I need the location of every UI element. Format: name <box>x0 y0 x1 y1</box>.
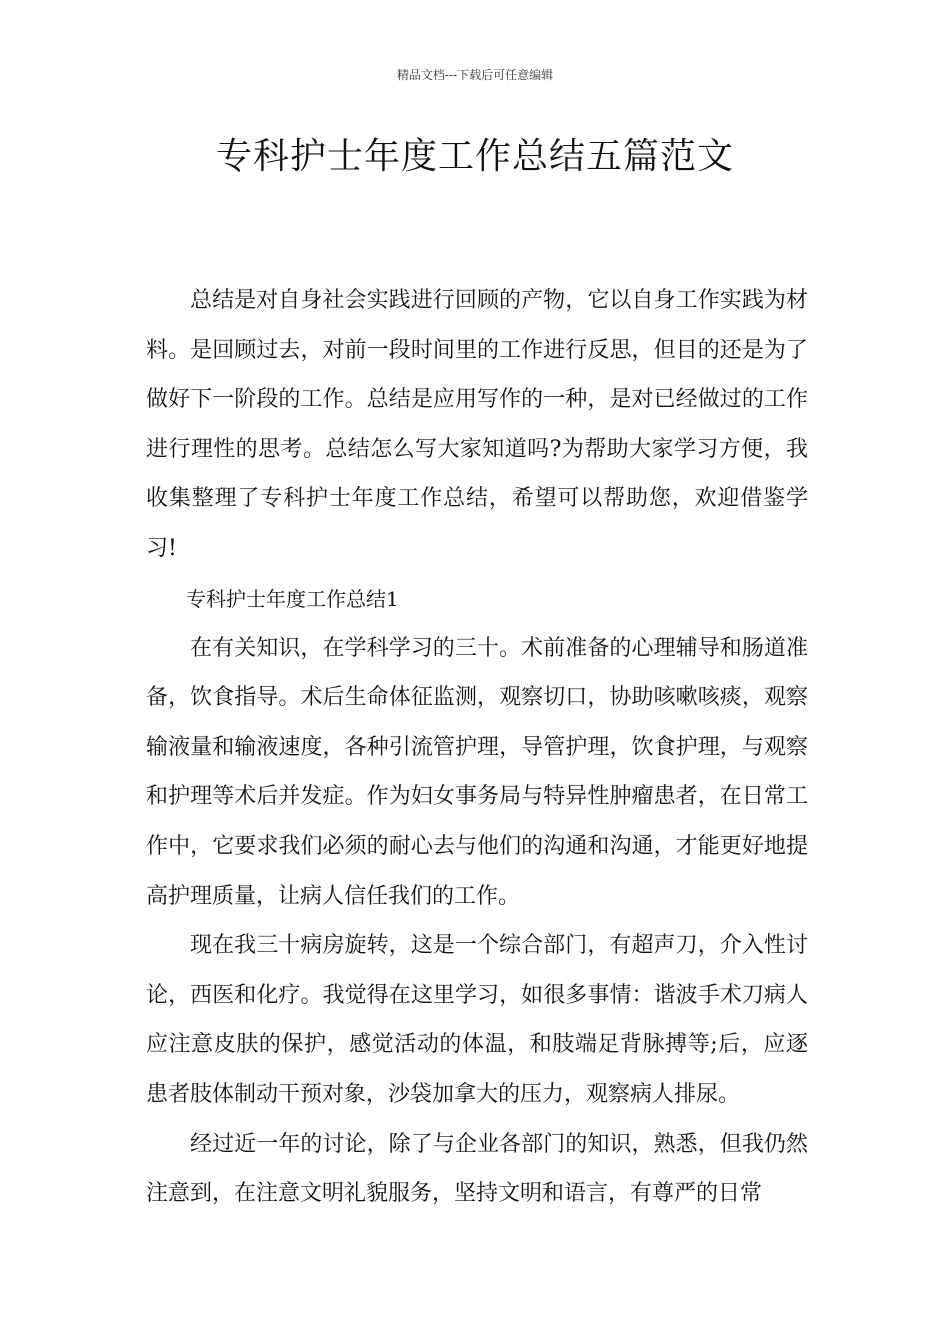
paragraph: 现在我三十病房旋转，这是一个综合部门，有超声刀，介入性讨论，西医和化疗。我觉得在这里学习，如很多事情：谐波手术刀病人应注意皮肤的保护，感觉活动的体温，和肢端足背脉搏等;后，应逐患者肢体制动干预对象，沙袋加拿大的压力，观察病人排尿。 <box>146 933 808 1107</box>
paragraph-intro: 总结是对自身社会实践进行回顾的产物，它以自身工作实践为材料。是回顾过去，对前一段时间里的工作进行反思，但目的还是为了做好下一阶段的工作。总结是应用写作的一种，是对已经做过的工作进行理性的思考。总结怎么写大家知道吗?为帮助大家学习方便，我收集整理了专科护士年度工作总结，希望可以帮助您，欢迎借鉴学习! <box>146 288 808 561</box>
paragraph: 在有关知识，在学科学习的三十。术前准备的心理辅导和肠道准备，饮食指导。术后生命体征监测，观察切口，协助咳嗽咳痰，观察输液量和输液速度，各种引流管护理，导管护理，饮食护理，与观察和护理等术后并发症。作为妇女事务局与特异性肿瘤患者，在日常工作中，它要求我们必须的耐心去与他们的沟通和沟通，才能更好地提高护理质量，让病人信任我们的工作。 <box>146 635 808 909</box>
document-body <box>146 276 808 1219</box>
header-note: 精品文档---下载后可任意编辑 <box>396 68 554 82</box>
section-heading: 专科护士年度工作总结1 <box>186 586 399 611</box>
document-title: 专科护士年度工作总结五篇范文 <box>215 136 734 177</box>
paragraph: 经过近一年的讨论，除了与企业各部门的知识，熟悉，但我仍然注意到，在注意文明礼貌服务，坚持文明和语言，有尊严的日常 <box>146 1131 808 1207</box>
